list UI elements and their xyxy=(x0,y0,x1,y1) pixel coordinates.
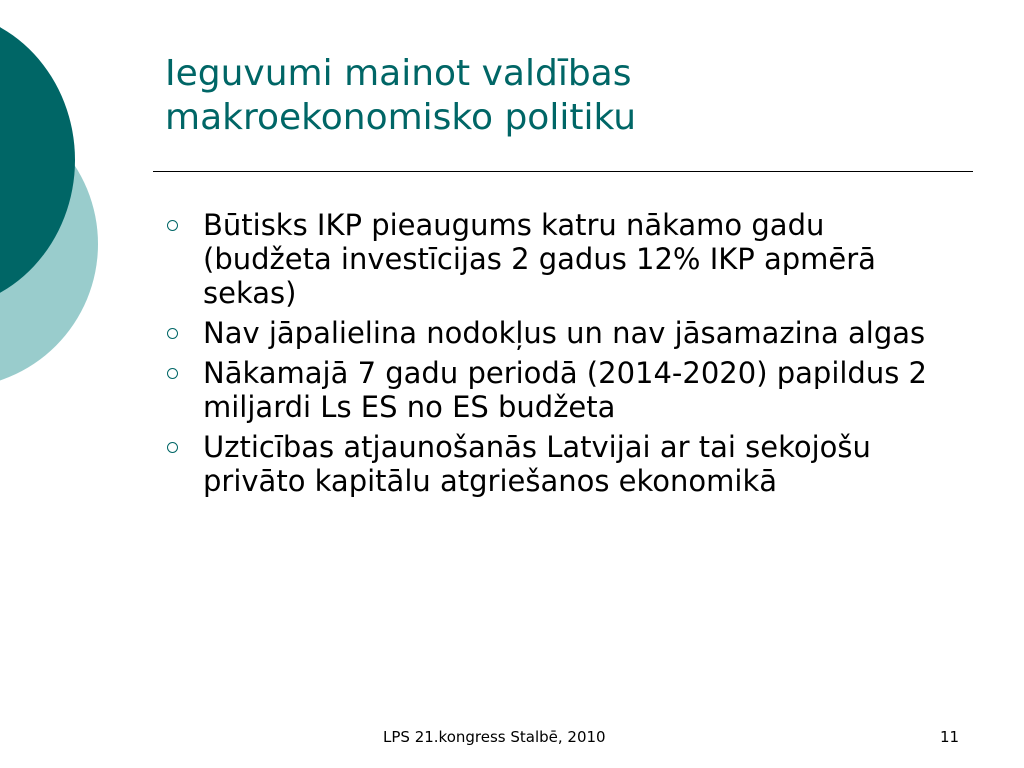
bullet-text: Nav jāpalielina nodokļus un nav jāsamazina algas xyxy=(203,316,926,350)
slide-number: 11 xyxy=(940,728,960,746)
bullet-text: Būtisks IKP pieaugums katru nākamo gadu (budžeta investīcijas 2 gadus 12% IKP apmērā sekas) xyxy=(203,208,876,310)
hollow-circle-bullet-icon xyxy=(167,328,178,339)
bullet-item xyxy=(163,316,953,350)
slide-title-line-1: Ieguvumi mainot valdības xyxy=(165,53,632,94)
slide-title xyxy=(165,52,985,140)
bullet-text: Uzticības atjaunošanās Latvijai ar tai sekojošu privāto kapitālu atgriešanos ekonomikā xyxy=(203,430,871,498)
slide-title-line-2: makroekonomisko politiku xyxy=(165,97,637,138)
hollow-circle-bullet-icon xyxy=(167,442,178,453)
hollow-circle-bullet-icon xyxy=(167,368,178,379)
hollow-circle-bullet-icon xyxy=(167,220,178,231)
title-divider xyxy=(153,171,973,172)
bullet-item xyxy=(163,208,953,310)
footer-text: LPS 21.kongress Stalbē, 2010 xyxy=(383,728,606,746)
bullet-item xyxy=(163,356,953,424)
bullet-item xyxy=(163,430,953,498)
bullet-text: Nākamajā 7 gadu periodā (2014-2020) papildus 2 miljardi Ls ES no ES budžeta xyxy=(203,356,927,424)
bullet-list xyxy=(163,208,953,504)
